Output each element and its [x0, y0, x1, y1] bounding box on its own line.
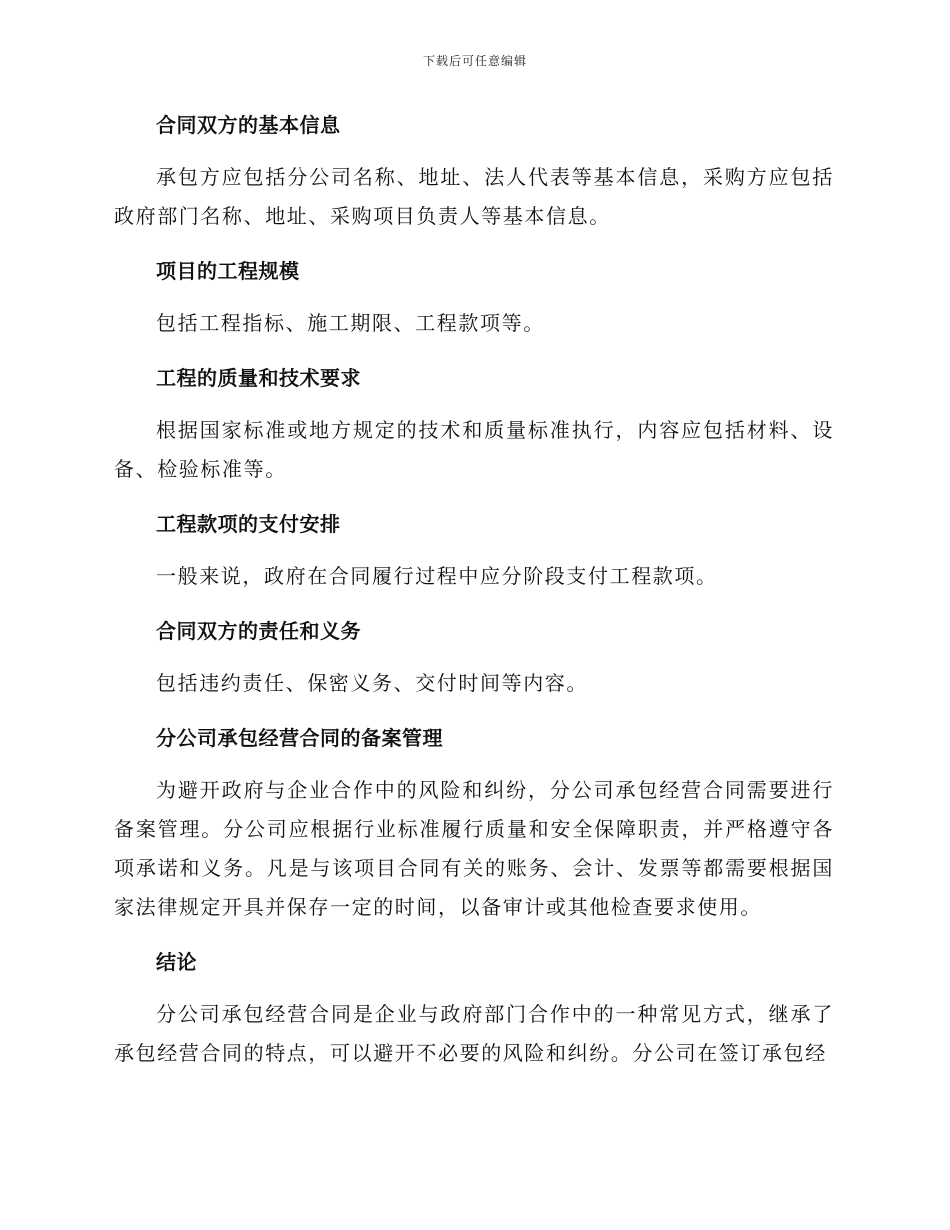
section-heading: 分公司承包经营合同的备案管理 [156, 726, 443, 750]
section-heading: 工程款项的支付安排 [156, 512, 341, 536]
section-paragraph: 为避开政府与企业合作中的风险和纠纷，分公司承包经营合同需要进行备案管理。分公司应根据行业标准履行质量和安全保障职责，并严格遵守各项承诺和义务。凡是与该项目合同有关的账务、会计、发票等都需要根据国家法律规定开具并保存一定的时间，以备审计或其他检查要求使用。 [114, 778, 834, 919]
page-header-note: 下载后可任意编辑 [422, 54, 527, 68]
section-paragraph: 根据国家标准或地方规定的技术和质量标准执行，内容应包括材料、设备、检验标准等。 [114, 418, 834, 481]
section-heading: 合同双方的责任和义务 [156, 619, 361, 643]
section-paragraph: 分公司承包经营合同是企业与政府部门合作中的一种常见方式，继承了承包经营合同的特点，可以避开不必要的风险和纠纷。分公司在签订承包经 [114, 1002, 834, 1065]
section-basic-info [114, 108, 834, 236]
section-heading: 工程的质量和技术要求 [156, 366, 361, 390]
section-payment-arrangement [114, 507, 834, 596]
section-paragraph: 包括违约责任、保密义务、交付时间等内容。 [156, 671, 588, 695]
section-paragraph: 一般来说，政府在合同履行过程中应分阶段支付工程款项。 [156, 564, 718, 588]
section-quality-requirements [114, 361, 834, 489]
section-paragraph: 包括工程指标、施工期限、工程款项等。 [156, 311, 545, 335]
section-heading: 合同双方的基本信息 [156, 113, 341, 137]
section-paragraph: 承包方应包括分公司名称、地址、法人代表等基本信息，采购方应包括政府部门名称、地址、采购项目负责人等基本信息。 [114, 165, 834, 228]
section-heading: 结论 [156, 950, 197, 974]
section-filing-management [114, 721, 834, 927]
section-responsibilities [114, 614, 834, 703]
section-heading: 项目的工程规模 [156, 259, 300, 283]
document-body [114, 108, 834, 1091]
section-project-scale [114, 254, 834, 343]
section-conclusion [114, 945, 834, 1073]
